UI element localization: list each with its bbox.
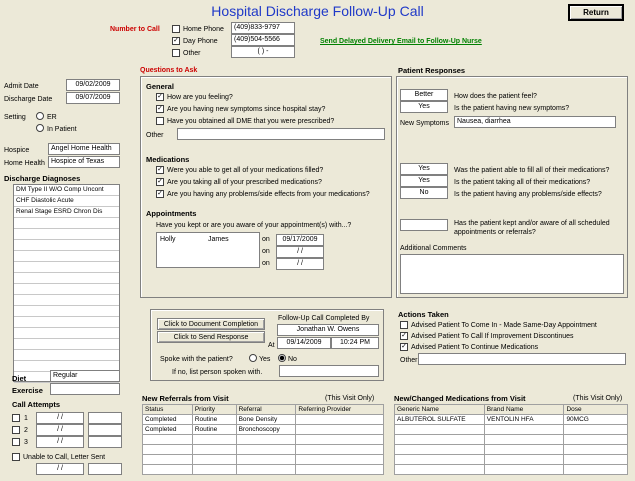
appointment-date-field[interactable]: / /: [276, 246, 324, 258]
list-item[interactable]: [14, 262, 119, 273]
home-phone-checkbox[interactable]: [172, 25, 180, 33]
list-item[interactable]: [14, 251, 119, 262]
table-cell: [296, 435, 384, 445]
q-symptoms-checkbox[interactable]: ✓: [157, 105, 163, 112]
call-attempts-label: Call Attempts: [12, 400, 61, 409]
actions-other-label: Other: [400, 357, 418, 364]
table-cell: [395, 435, 485, 445]
page-title: Hospital Discharge Follow-Up Call: [211, 3, 424, 19]
unable-to-call-checkbox[interactable]: [12, 453, 20, 461]
diet-label: Diet: [12, 374, 27, 383]
additional-comments-field[interactable]: [400, 254, 624, 294]
action-continue-checkbox[interactable]: ✓: [401, 343, 407, 350]
table-cell: [236, 435, 296, 445]
meds-note: (This Visit Only): [573, 395, 623, 402]
list-item[interactable]: [14, 317, 119, 328]
med-fill-response-label: Was the patient able to fill all of their medications?: [454, 167, 610, 174]
table-cell: [192, 465, 236, 475]
exercise-label: Exercise: [12, 386, 43, 395]
call-attempt-checkbox[interactable]: [12, 414, 20, 422]
med-taking-response-label: Is the patient taking all of their medications?: [454, 179, 591, 186]
completed-date-field[interactable]: 09/14/2009: [277, 337, 331, 349]
send-email-link[interactable]: Send Delayed Delivery Email to Follow-Up Nurse: [320, 38, 482, 45]
table-row[interactable]: [395, 415, 628, 425]
table-row[interactable]: [143, 455, 384, 465]
call-attempt-number: 2: [24, 427, 28, 434]
action-continue-label: Advised Patient To Continue Medications: [411, 344, 539, 351]
list-item[interactable]: DM Type II W/O Comp Uncont: [14, 185, 119, 196]
home-phone-field[interactable]: (409)833-9797: [231, 22, 295, 34]
table-row[interactable]: [143, 425, 384, 435]
m-side-effects-label: Are you having any problems/side effects from your medications?: [167, 191, 370, 198]
table-cell: Bone Density: [236, 415, 296, 425]
admit-date-label: Admit Date: [4, 83, 39, 90]
general-other-field[interactable]: [177, 128, 385, 140]
questions-to-ask-label: Questions to Ask: [140, 67, 198, 74]
med-side-response-field[interactable]: No: [400, 187, 448, 199]
table-cell: [395, 465, 485, 475]
appointment-first-name: Holly: [160, 236, 176, 243]
list-item[interactable]: CHF Diastolic Acute: [14, 196, 119, 207]
table-cell: 90MCG: [564, 415, 628, 425]
medications-header: Medications: [146, 155, 190, 164]
new-referrals-label: New Referrals from Visit: [142, 394, 229, 403]
med-side-response-label: Is the patient having any problems/side effects?: [454, 191, 602, 198]
new-symptoms-field[interactable]: Nausea, diarrhea: [454, 116, 616, 128]
table-cell: [143, 455, 193, 465]
m-taking-label: Are you taking all of your prescribed medications?: [167, 179, 322, 186]
table-row[interactable]: [395, 465, 628, 475]
actions-other-field[interactable]: [418, 353, 626, 365]
q-dme-checkbox[interactable]: [156, 117, 164, 125]
er-label: ER: [47, 114, 57, 121]
action-call-checkbox[interactable]: ✓: [401, 332, 407, 339]
list-item[interactable]: [14, 284, 119, 295]
table-row[interactable]: [143, 445, 384, 455]
table-cell: [484, 445, 564, 455]
table-cell: [564, 465, 628, 475]
table-row[interactable]: [395, 425, 628, 435]
list-item[interactable]: [14, 350, 119, 361]
table-cell: [143, 465, 193, 475]
number-to-call-label: Number to Call: [110, 26, 160, 33]
list-item[interactable]: [14, 218, 119, 229]
table-cell: Bronchoscopy: [236, 425, 296, 435]
list-item[interactable]: [14, 295, 119, 306]
table-cell: [564, 435, 628, 445]
table-cell: [296, 465, 384, 475]
diet-field[interactable]: Regular: [50, 370, 120, 382]
table-cell: [564, 455, 628, 465]
table-row[interactable]: [395, 445, 628, 455]
table-cell: [296, 455, 384, 465]
other-phone-label: Other: [183, 50, 201, 57]
table-cell: [484, 435, 564, 445]
q-feeling-checkbox[interactable]: ✓: [157, 93, 163, 100]
appointment-on-label: on: [262, 260, 270, 267]
m-filled-label: Were you able to get all of your medications filled?: [167, 167, 324, 174]
appointment-date-field[interactable]: / /: [276, 258, 324, 270]
table-cell: [484, 465, 564, 475]
column-header: Status: [143, 405, 193, 415]
action-call-label: Advised Patient To Call If Improvement Discontinues: [411, 333, 574, 340]
med-taking-response-field[interactable]: Yes: [400, 175, 448, 187]
completed-by-label: Follow-Up Call Completed By: [278, 315, 370, 322]
inpatient-radio[interactable]: [36, 124, 44, 132]
completed-by-field[interactable]: Jonathan W. Owens: [277, 324, 379, 336]
table-row[interactable]: [143, 465, 384, 475]
call-attempt-date-field[interactable]: / /: [36, 436, 84, 448]
spoke-yes-radio[interactable]: [249, 354, 257, 362]
table-cell: [296, 445, 384, 455]
home-health-field[interactable]: Hospice of Texas: [48, 156, 120, 168]
inpatient-label: In Patient: [47, 126, 77, 133]
table-cell: [484, 455, 564, 465]
table-cell: [395, 445, 485, 455]
admit-date-field[interactable]: 09/02/2009: [66, 79, 120, 91]
column-header: Referral: [236, 405, 296, 415]
action-come-in-label: Advised Patient To Come In - Made Same-Day Appointment: [411, 322, 597, 329]
table-cell: [236, 465, 296, 475]
appointment-on-label: on: [262, 236, 270, 243]
actions-taken-label: Actions Taken: [398, 310, 449, 319]
other-phone-field[interactable]: ( ) -: [231, 46, 295, 58]
day-phone-label: Day Phone: [183, 38, 218, 45]
day-phone-checkbox[interactable]: ✓: [173, 37, 179, 44]
call-attempt-checkbox[interactable]: [12, 438, 20, 446]
referrals-note: (This Visit Only): [325, 395, 375, 402]
column-header: Generic Name: [395, 405, 485, 415]
unable-extra-field[interactable]: [88, 463, 122, 475]
person-spoken-field[interactable]: [279, 365, 379, 377]
table-cell: [143, 445, 193, 455]
list-item[interactable]: [14, 328, 119, 339]
column-header: Priority: [192, 405, 236, 415]
table-cell: Completed: [143, 415, 193, 425]
table-cell: [236, 455, 296, 465]
q-symptoms-label: Are you having new symptoms since hospital stay?: [167, 106, 326, 113]
m-side-effects-checkbox[interactable]: ✓: [157, 190, 163, 197]
list-item[interactable]: [14, 306, 119, 317]
table-row[interactable]: [395, 435, 628, 445]
call-attempt-extra-field[interactable]: [88, 424, 122, 436]
referrals-table[interactable]: [142, 404, 384, 475]
m-taking-checkbox[interactable]: ✓: [157, 178, 163, 185]
appointment-date-field[interactable]: 09/17/2009: [276, 234, 324, 246]
spoke-no-radio[interactable]: [278, 354, 286, 362]
symptoms-response-label: Is the patient having new symptoms?: [454, 105, 570, 112]
q-dme-label: Have you obtained all DME that you were prescribed?: [167, 118, 335, 125]
table-cell: [395, 425, 485, 435]
exercise-field[interactable]: [50, 383, 120, 395]
completed-at-label: At: [268, 342, 275, 349]
setting-label: Setting: [4, 114, 26, 121]
call-attempt-extra-field[interactable]: [88, 412, 122, 424]
table-cell: [192, 455, 236, 465]
appointment-on-label: on: [262, 248, 270, 255]
table-cell: VENTOLIN HFA: [484, 415, 564, 425]
day-phone-field[interactable]: (409)504-5566: [231, 34, 295, 46]
call-attempt-number: 3: [24, 439, 28, 446]
table-cell: [484, 425, 564, 435]
additional-comments-label: Additional Comments: [400, 245, 467, 252]
send-response-button[interactable]: Click to Send Response: [157, 331, 265, 343]
hospice-label: Hospice: [4, 147, 30, 154]
unable-to-call-label: Unable to Call, Letter Sent: [23, 454, 106, 461]
call-attempt-date-field[interactable]: / /: [36, 424, 84, 436]
document-completion-button[interactable]: Click to Document Completion: [157, 318, 265, 330]
table-cell: [564, 445, 628, 455]
home-phone-label: Home Phone: [183, 26, 224, 33]
action-come-in-checkbox[interactable]: [400, 321, 408, 329]
appt-response-field[interactable]: [400, 219, 448, 231]
table-cell: [192, 435, 236, 445]
call-attempt-extra-field[interactable]: [88, 436, 122, 448]
table-cell: Routine: [192, 425, 236, 435]
m-filled-checkbox[interactable]: ✓: [157, 166, 163, 173]
patient-responses-label: Patient Responses: [398, 66, 466, 75]
feel-response-field[interactable]: Better: [400, 89, 448, 101]
discharge-diagnoses-label: Discharge Diagnoses: [4, 174, 81, 183]
new-meds-label: New/Changed Medications from Visit: [394, 394, 526, 403]
table-cell: [236, 445, 296, 455]
list-item[interactable]: [14, 229, 119, 240]
other-phone-checkbox[interactable]: [172, 49, 180, 57]
table-row[interactable]: [143, 435, 384, 445]
discharge-date-field[interactable]: 09/07/2009: [66, 92, 120, 104]
hospice-field[interactable]: Angel Home Health: [48, 143, 120, 155]
general-header: General: [146, 82, 174, 91]
er-radio[interactable]: [36, 112, 44, 120]
general-other-label: Other: [146, 132, 164, 139]
new-symptoms-label: New Symptoms: [400, 120, 450, 127]
table-cell: [296, 415, 384, 425]
person-spoken-label: If no, list person spoken with.: [172, 369, 263, 376]
call-attempt-checkbox[interactable]: [12, 426, 20, 434]
column-header: Brand Name: [484, 405, 564, 415]
home-health-label: Home Health: [4, 160, 45, 167]
column-header: Referring Provider: [296, 405, 384, 415]
symptoms-response-field[interactable]: Yes: [400, 101, 448, 113]
q-feeling-label: How are you feeling?: [167, 94, 233, 101]
appointments-header: Appointments: [146, 209, 197, 218]
spoke-with-label: Spoke with the patient?: [160, 356, 233, 363]
call-attempt-number: 1: [24, 415, 28, 422]
completed-time-field[interactable]: 10:24 PM: [331, 337, 379, 349]
spoke-yes-label: Yes: [259, 356, 271, 363]
table-row[interactable]: [395, 455, 628, 465]
table-cell: [192, 445, 236, 455]
list-item[interactable]: [14, 273, 119, 284]
list-item[interactable]: [14, 240, 119, 251]
list-item[interactable]: [14, 339, 119, 350]
feel-response-label: How does the patient feel?: [454, 93, 537, 100]
appointments-question: Have you kept or are you aware of your appointment(s) with...?: [156, 222, 352, 229]
table-row[interactable]: [143, 415, 384, 425]
appointment-last-name: James: [208, 236, 229, 243]
call-attempt-date-field[interactable]: / /: [36, 412, 84, 424]
table-cell: Completed: [143, 425, 193, 435]
return-button[interactable]: Return: [568, 4, 624, 21]
appt-response-label: Has the patient kept and/or aware of all scheduled appointments or referrals?: [454, 220, 610, 236]
table-cell: Routine: [192, 415, 236, 425]
table-cell: ALBUTEROL SULFATE: [395, 415, 485, 425]
table-cell: [564, 425, 628, 435]
spoke-no-label: No: [288, 356, 297, 363]
table-cell: [395, 455, 485, 465]
discharge-date-label: Discharge Date: [4, 96, 53, 103]
med-fill-response-field[interactable]: Yes: [400, 163, 448, 175]
table-cell: [296, 425, 384, 435]
table-cell: [143, 435, 193, 445]
column-header: Dose: [564, 405, 628, 415]
new-meds-table[interactable]: [394, 404, 628, 475]
unable-date-field[interactable]: / /: [36, 463, 84, 475]
discharge-diagnoses-list[interactable]: [13, 184, 120, 382]
list-item[interactable]: Renal Stage ESRD Chron Dis: [14, 207, 119, 218]
